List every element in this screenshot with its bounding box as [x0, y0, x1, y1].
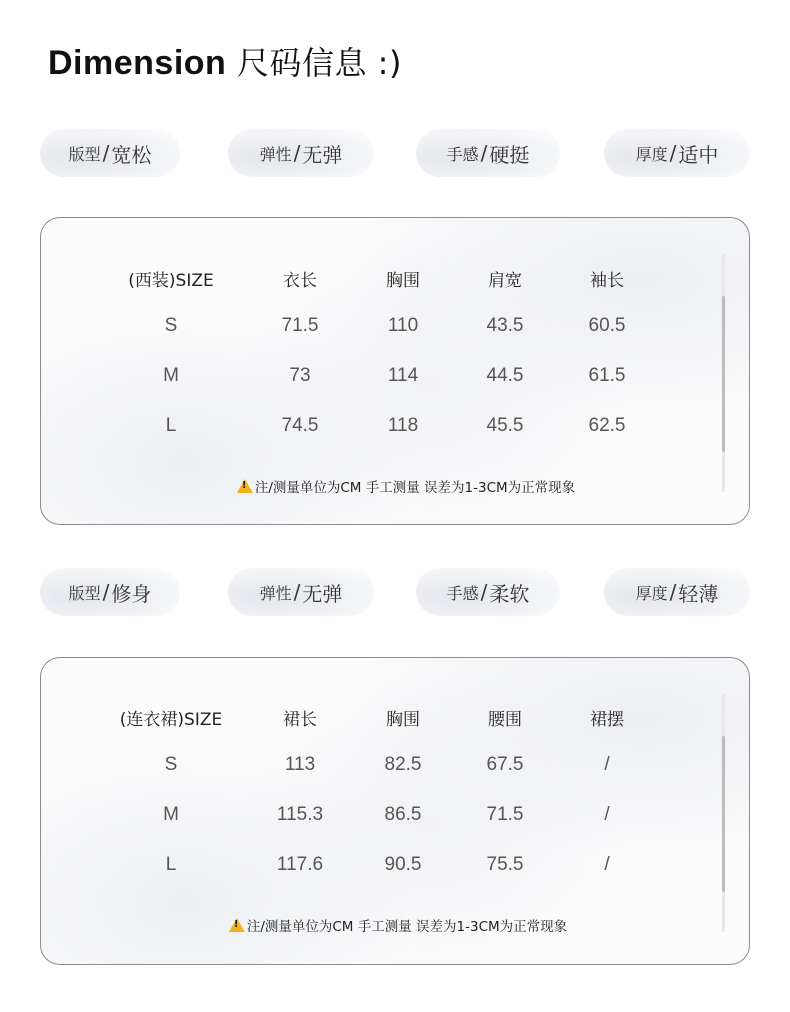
table-cell: 71.5 [486, 804, 524, 825]
table-cell: 62.5 [588, 415, 626, 436]
attribute-label: 厚度 [635, 583, 668, 603]
page-title-cn: 尺码信息 :) [236, 44, 402, 82]
table-cell: 115.3 [276, 804, 324, 825]
table-cell: 45.5 [486, 415, 524, 436]
attribute-label: 弹性 [259, 583, 292, 603]
table-header: 胸围 [386, 271, 420, 291]
attribute-pill-elasticity [228, 129, 374, 177]
measurement-note-text: 注/测量单位为CM 手工测量 误差为1-3CM为正常现象 [254, 480, 576, 496]
table-header: 袖长 [590, 271, 624, 291]
attribute-value: 轻薄 [678, 581, 719, 606]
table-cell: 82.5 [384, 754, 422, 775]
attribute-value: 修身 [111, 581, 152, 606]
attribute-separator: / [480, 580, 488, 604]
table-cell: 73 [289, 365, 311, 386]
attribute-value: 无弹 [302, 581, 343, 606]
table-header: 肩宽 [488, 271, 522, 291]
attribute-pill-hand-feel [416, 129, 560, 177]
attribute-label: 版型 [68, 144, 101, 164]
table-cell: 86.5 [384, 804, 422, 825]
table-cell: 117.6 [276, 854, 324, 875]
scrollbar-thumb[interactable] [722, 736, 725, 892]
table-cell: 90.5 [384, 854, 422, 875]
table-header: 胸围 [386, 710, 420, 730]
attribute-value: 柔软 [489, 581, 530, 606]
attribute-value: 无弹 [302, 142, 343, 167]
table-cell: 71.5 [281, 315, 319, 336]
table-header: (西装)SIZE [128, 271, 214, 291]
table-cell: 110 [387, 315, 419, 336]
attribute-separator: / [669, 580, 677, 604]
table-cell: 74.5 [281, 415, 319, 436]
table-cell: 113 [284, 754, 316, 775]
attribute-label: 厚度 [635, 144, 668, 164]
attribute-label: 手感 [446, 144, 479, 164]
table-cell: L [165, 854, 177, 875]
table-header: 裙长 [283, 710, 317, 730]
attribute-separator: / [102, 141, 110, 165]
table-cell: M [163, 365, 179, 386]
page-title-en: Dimension [48, 44, 227, 82]
attribute-pill-elasticity [228, 568, 374, 616]
measurement-note-text: 注/测量单位为CM 手工测量 误差为1-3CM为正常现象 [246, 919, 568, 935]
attribute-separator: / [669, 141, 677, 165]
attribute-separator: / [102, 580, 110, 604]
scrollbar[interactable] [722, 254, 725, 492]
attribute-separator: / [293, 141, 301, 165]
table-cell: M [163, 804, 179, 825]
size-table-card-suit [40, 217, 750, 525]
table-cell: S [164, 754, 178, 775]
attribute-label: 版型 [68, 583, 101, 603]
table-cell: 118 [387, 415, 419, 436]
table-cell: S [164, 315, 178, 336]
warning-icon [237, 479, 253, 493]
table-cell: / [604, 804, 610, 825]
table-header: 裙摆 [590, 710, 624, 730]
warning-icon [229, 918, 245, 932]
measurement-note [237, 476, 575, 496]
table-cell: 43.5 [486, 315, 524, 336]
attribute-value: 适中 [678, 142, 719, 167]
attribute-pill-fit [40, 568, 180, 616]
table-header: 腰围 [488, 710, 522, 730]
attribute-pill-fit [40, 129, 180, 177]
table-cell: 44.5 [486, 365, 524, 386]
attribute-separator: / [480, 141, 488, 165]
table-cell: 61.5 [588, 365, 626, 386]
table-cell: / [604, 754, 610, 775]
attribute-pill-hand-feel [416, 568, 560, 616]
table-header: 衣长 [283, 271, 317, 291]
table-cell: 114 [387, 365, 419, 386]
scrollbar[interactable] [722, 694, 725, 932]
attribute-label: 手感 [446, 583, 479, 603]
table-cell: L [165, 415, 177, 436]
attribute-pill-thickness [604, 568, 750, 616]
page-title [48, 38, 402, 84]
table-header: (连衣裙)SIZE [119, 710, 223, 730]
attribute-value: 硬挺 [489, 142, 530, 167]
scrollbar-thumb[interactable] [722, 296, 725, 452]
size-table-card-dress [40, 657, 750, 965]
table-cell: 60.5 [588, 315, 626, 336]
attribute-separator: / [293, 580, 301, 604]
attribute-pill-thickness [604, 129, 750, 177]
table-cell: 75.5 [486, 854, 524, 875]
table-cell: / [604, 854, 610, 875]
attribute-value: 宽松 [111, 142, 152, 167]
attribute-label: 弹性 [259, 144, 292, 164]
measurement-note [229, 915, 567, 935]
table-cell: 67.5 [486, 754, 524, 775]
